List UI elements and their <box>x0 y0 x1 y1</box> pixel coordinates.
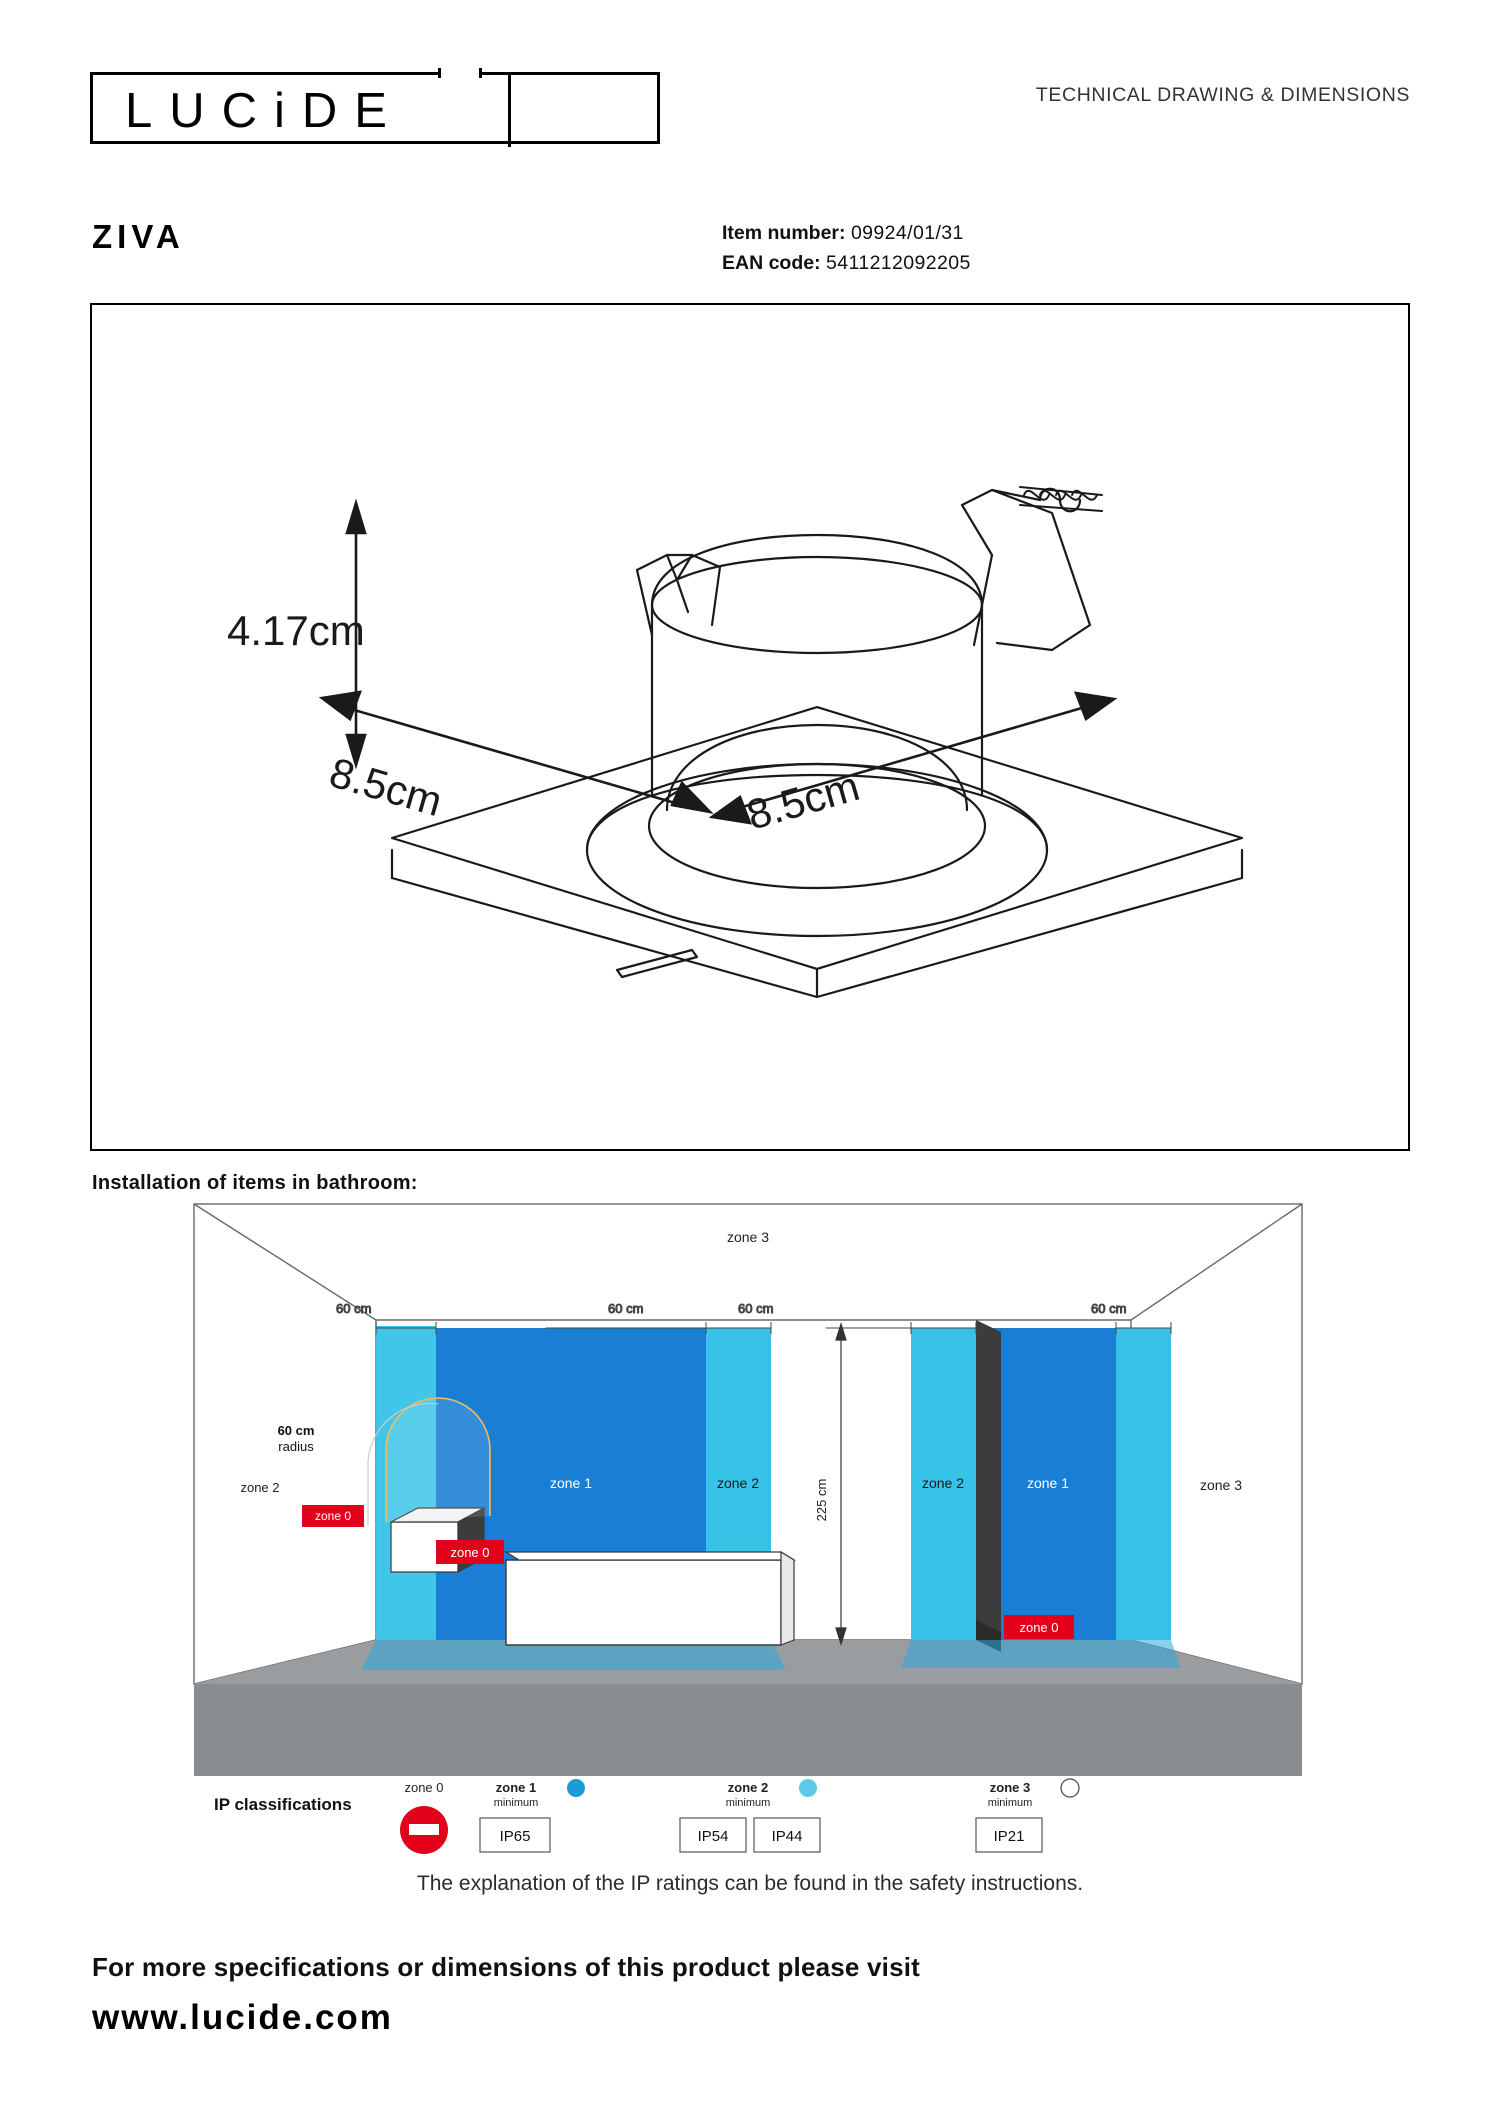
zone1-left-label: zone 1 <box>549 1475 593 1491</box>
ip-classifications-title: IP classifications <box>214 1795 352 1814</box>
ip65-badge <box>480 1818 550 1852</box>
svg-text:zone 0: zone 0 <box>314 1509 352 1523</box>
item-number-row <box>722 218 971 248</box>
radius-label-line2: radius <box>278 1439 314 1454</box>
forbidden-icon <box>400 1806 448 1854</box>
svg-text:zone 0: zone 0 <box>450 1545 490 1560</box>
zone2-mid-label: zone 2 <box>921 1475 965 1491</box>
ip-zone1-minimum: minimum <box>493 1797 539 1809</box>
page-title: ZIVA <box>92 218 185 255</box>
svg-text:IP65: IP65 <box>499 1828 531 1845</box>
item-number-label: Item number: <box>722 222 846 244</box>
ip-zone3-minimum: minimum <box>987 1797 1033 1809</box>
product-meta <box>722 218 971 278</box>
height-225-label: 225 cm <box>814 1478 829 1522</box>
zone0-tag-bath <box>436 1540 504 1564</box>
item-number-value: 09924/01/31 <box>850 222 964 244</box>
zone2-left-label: zone 2 <box>716 1475 760 1491</box>
dim-60-b: 60 cm <box>608 1301 644 1316</box>
svg-text:IP21: IP21 <box>993 1828 1025 1845</box>
ip-zone3-label: zone 3 <box>989 1780 1031 1795</box>
zone3-color-dot <box>1061 1779 1079 1797</box>
svg-text:zone 0: zone 0 <box>1019 1620 1059 1635</box>
bathroom-section-label: Installation of items in bathroom: <box>92 1172 418 1194</box>
bathroom-zones-figure <box>186 1200 1311 1872</box>
ip44-badge <box>754 1818 820 1852</box>
dim-60-c: 60 cm <box>738 1301 774 1316</box>
technical-drawing <box>92 305 1408 1149</box>
zone2-sink-label: zone 2 <box>240 1480 280 1495</box>
height-dimension-label: 4.17cm <box>227 607 365 654</box>
dim-60-a: 60 cm <box>336 1301 372 1316</box>
ip-zone0-label: zone 0 <box>404 1780 444 1795</box>
width-right-dimension-label: 8.5cm <box>741 761 865 839</box>
page-header <box>90 72 1410 152</box>
brand-logo-text: LUCiDE <box>125 84 404 138</box>
ean-label: EAN code: <box>722 252 821 274</box>
footer-website[interactable]: www.lucide.com <box>92 1998 393 2037</box>
ip-zone2-minimum: minimum <box>725 1797 771 1809</box>
zone3-top-label: zone 3 <box>726 1229 770 1245</box>
width-left-dimension-label: 8.5cm <box>324 748 448 826</box>
zone0-tag-sink <box>302 1505 364 1527</box>
zone1-right-label: zone 1 <box>1026 1475 1070 1491</box>
logo-divider <box>508 75 511 147</box>
footer-text: For more specifications or dimensions of this product please visit <box>92 1952 921 1982</box>
ip21-badge <box>976 1818 1042 1852</box>
logo-notch-border <box>438 68 482 78</box>
ean-value: 5411212092205 <box>826 252 971 274</box>
ip-zone2-label: zone 2 <box>727 1780 769 1795</box>
technical-drawing-frame <box>90 303 1410 1151</box>
dim-60-d: 60 cm <box>1091 1301 1127 1316</box>
zone0-tag-shower <box>1004 1615 1074 1639</box>
ip54-badge <box>680 1818 746 1852</box>
ip-ratings-caption: The explanation of the IP ratings can be found in the safety instructions. <box>416 1872 1084 1895</box>
svg-text:IP54: IP54 <box>697 1828 729 1845</box>
radius-label-line1: 60 cm <box>277 1423 315 1438</box>
brand-logo <box>90 72 660 144</box>
header-subtitle: TECHNICAL DRAWING & DIMENSIONS <box>1035 84 1410 106</box>
ip-zone1-label: zone 1 <box>495 1780 537 1795</box>
zone2-color-dot <box>799 1779 817 1797</box>
zone1-color-dot <box>567 1779 585 1797</box>
ean-row <box>722 248 971 278</box>
svg-text:IP44: IP44 <box>771 1828 803 1845</box>
zone3-right-label: zone 3 <box>1199 1477 1243 1493</box>
